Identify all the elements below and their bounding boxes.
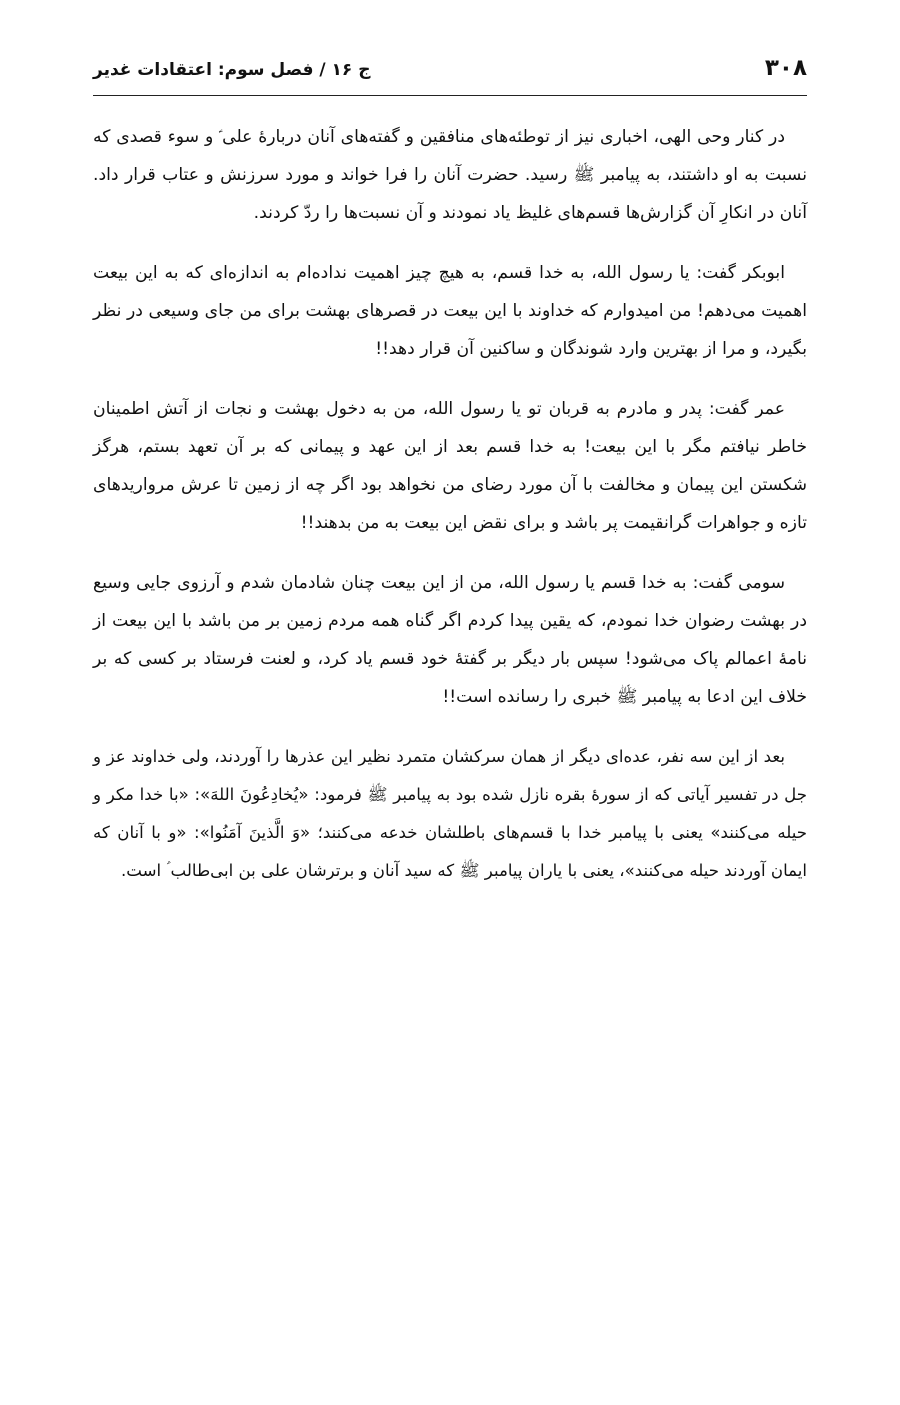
running-head: ج ۱۶ / فصل سوم: اعتقادات غدیر bbox=[93, 60, 371, 80]
paragraph-umar: عمر گفت: پدر و مادرم به قربان تو یا رسول الله، من به دخول بهشت و نجات از آتش اطمینان خاطر نیافتم مگر با این بیعت! به خدا قسم بعد از این عهد و پیمانی که بر آن تعهد بستم، هرگز شکستن این پیمان و مخالفت با آن مورد رضای من نخواهد بود اگر چه از زمین تا عرش مرواریدهای تازه و جواهرات گرانقیمت پر باشد و برای نقض این بیعت به من بدهند!! bbox=[93, 399, 807, 533]
book-page bbox=[93, 55, 807, 912]
paragraph-intro: در کنار وحی الهی، اخباری نیز از توطئه‌های منافقین و گفته‌های آنان دربارۀ علی ؑ و سوء قصدی که نسبت به او داشتند، به پیامبر ﷺ رسید. حضرت آنان را فرا خواند و مورد سرزنش و عتاب قرار داد. آنان در انکارِ آن گزارش‌ها قسم‌های غلیظ یاد نمودند و آن نسبت‌ها را ردّ کردند. bbox=[93, 127, 807, 223]
paragraph-third: سومی گفت: به خدا قسم یا رسول الله، من از این بیعت چنان شادمان شدم و آرزوی جایی وسیع در بهشت رضوان خدا نمودم، که یقین پیدا کردم اگر گناه همه مردم زمین بر من باشد با این بیعت از نامۀ اعمالم پاک می‌شود! سپس بار دیگر بر گفتۀ خود قسم یاد کرد، و لعنت فرستاد بر کسی که بر خلاف این ادعا به پیامبر ﷺ خبری را رسانده است!! bbox=[93, 573, 807, 707]
page-number: ۳۰۸ bbox=[764, 55, 807, 81]
paragraph-abubakr: ابوبکر گفت: یا رسول الله، به خدا قسم، به هیچ چیز اهمیت نداده‌ام به اندازه‌ای که به این بیعت اهمیت می‌دهم! من امیدوارم که خداوند با این بیعت در قصرهای بهشت برای من جای وسیعی در نظر بگیرد، و مرا از بهترین وارد شوندگان و ساکنین آن قرار دهد!! bbox=[93, 263, 807, 359]
paragraph-quran-commentary: بعد از این سه نفر، عده‌ای دیگر از همان سرکشان متمرد نظیر این عذرها را آوردند، ولی خداوند عز و جل در تفسیر آیاتی که از سورۀ بقره نازل شده بود به پیامبر ﷺ فرمود: «یُخادِعُونَ اللهَ»: «با خدا مکر و حیله می‌کنند» یعنی با پیامبر خدا با قسم‌های باطلشان خدعه می‌کنند؛ «وَ الَّذینَ آمَنُوا»: «و با آنان که ایمان آوردند حیله می‌کنند»، یعنی با یاران پیامبر ﷺ که سید آنان و برترشان علی بن ابی‌طالب ؑ است. bbox=[93, 747, 807, 880]
page-body bbox=[93, 118, 807, 890]
page-header bbox=[93, 55, 807, 96]
